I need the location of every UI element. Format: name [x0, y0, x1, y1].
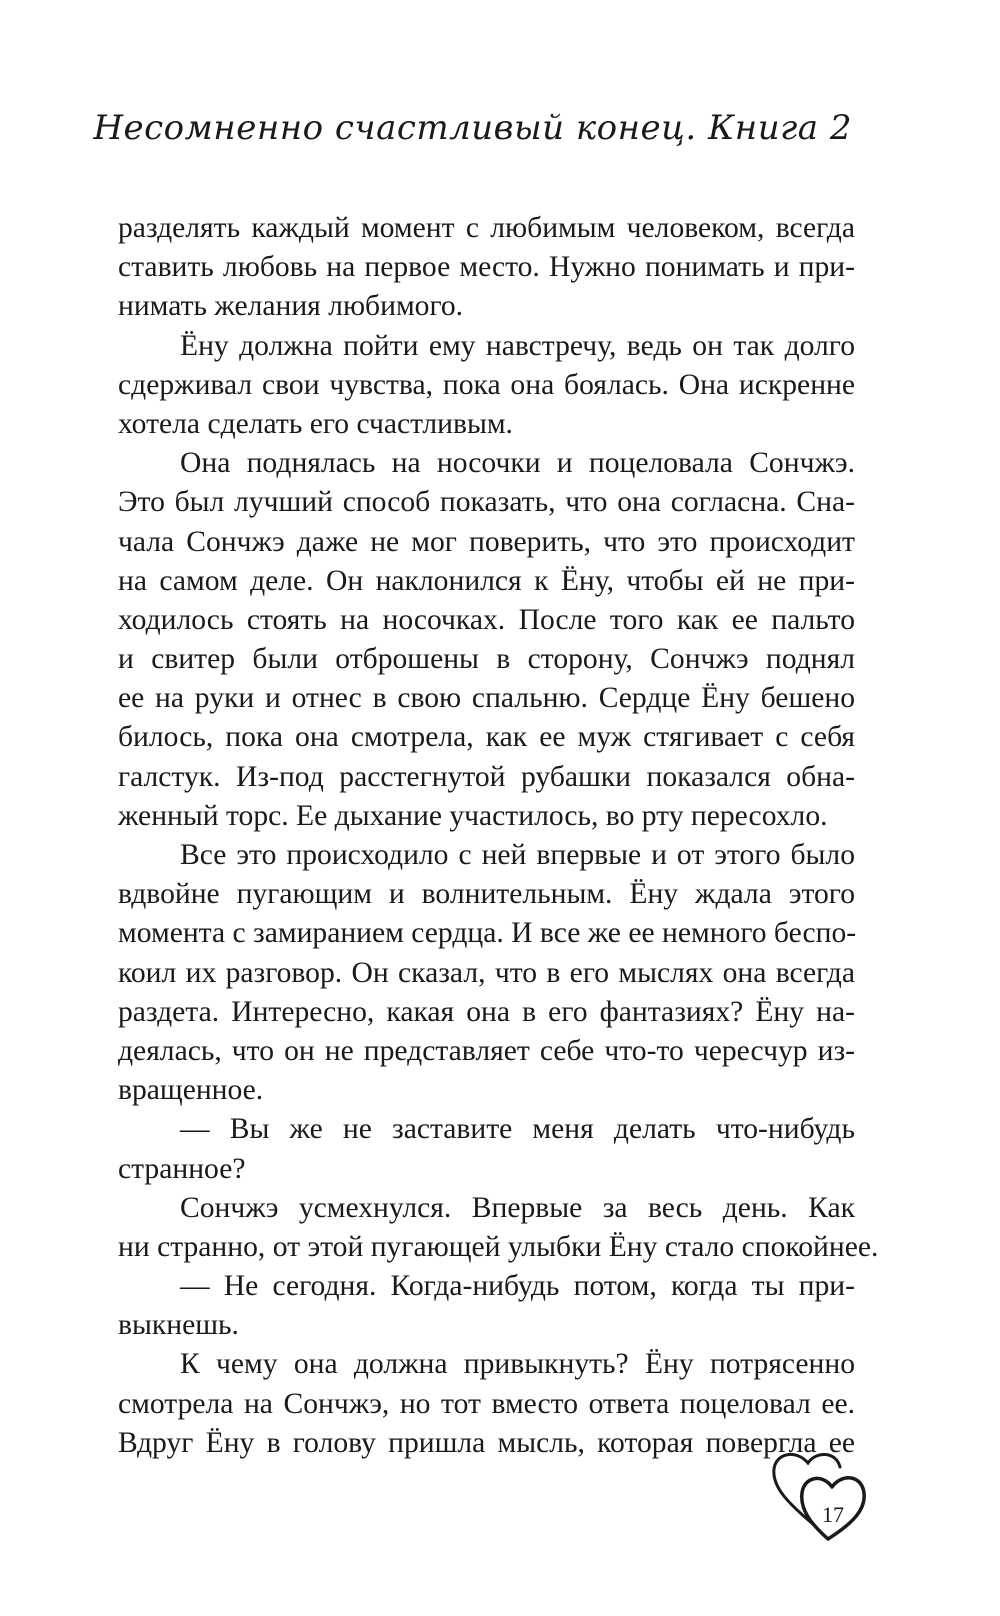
text-line: женный торс. Ее дыхание участилось, во рту пересохло. [118, 799, 828, 832]
text-line: ни странно, от этой пугающей улыбки Ёну стало спокойнее. [118, 1230, 879, 1263]
text-line: Все это происходило с ней впервые и от этого было [180, 839, 855, 871]
text-line: вдвойне пугающим и волнительным. Ёну ждала этого [118, 878, 855, 911]
text-line: чала Сончжэ даже не мог поверить, что это происходит [118, 525, 855, 558]
text-line: выкнешь. [118, 1309, 239, 1342]
text-line: Она поднялась на носочки и поцеловала Сончжэ. [180, 447, 855, 480]
text-line: ее на руки и отнес в свою спальню. Сердце Ёну бешено [118, 682, 855, 715]
text-line: раздета. Интересно, какая она в его фантазиях? Ёну на- [118, 995, 855, 1028]
text-line: разделять каждый момент с любимым человеком, всегда [118, 212, 855, 244]
text-line: ходилось стоять на носочках. После того как ее пальто [118, 603, 855, 636]
text-line: галстук. Из-под расстегнутой рубашки показался обна- [118, 760, 855, 793]
text-line: смотрела на Сончжэ, но тот вместо ответа поцеловал ее. [118, 1387, 855, 1420]
text-line: ставить любовь на первое место. Нужно понимать и при- [118, 251, 855, 284]
text-line: хотела сделать его счастливым. [118, 407, 513, 440]
text-line: Это был лучший способ показать, что она согласна. Сна- [118, 486, 855, 519]
text-line: деялась, что он не представляет себе что-то чересчур из- [118, 1034, 855, 1067]
text-line: Сончжэ усмехнулся. Впервые за весь день. Как [180, 1191, 855, 1224]
text-line: Вдруг Ёну в голову пришла мысль, которая повергла ее [118, 1426, 855, 1459]
text-line: — Вы же не заставите меня делать что-нибудь [180, 1113, 855, 1146]
text-line: сдерживал свои чувства, пока она боялась. Она искренне [118, 368, 855, 401]
text-line: нимать желания любимого. [118, 290, 464, 323]
text-line: момента с замиранием сердца. И все же ее немного беспо- [118, 917, 857, 950]
text-line: К чему она должна привыкнуть? Ёну потрясенно [180, 1348, 855, 1381]
text-line: Ёну должна пойти ему навстречу, ведь он так долго [180, 329, 855, 362]
body-text [118, 209, 879, 1463]
running-header: Несомненно счастливый конец. Книга 2 [93, 108, 852, 148]
text-line: — Не сегодня. Когда-нибудь потом, когда ты при- [180, 1270, 855, 1303]
text-line: на самом деле. Он наклонился к Ёну, чтобы ей не при- [118, 564, 855, 597]
page-number: 17 [822, 1502, 844, 1527]
text-line: коил их разговор. Он сказал, что в его мыслях она всегда [118, 956, 855, 989]
text-line: странное? [118, 1152, 246, 1185]
text-line: и свитер были отброшены в сторону, Сончжэ поднял [118, 643, 855, 676]
text-line: вращенное. [118, 1074, 264, 1107]
text-line: билось, пока она смотрела, как ее муж стягивает с себя [118, 721, 855, 754]
double-heart-icon [770, 1443, 880, 1543]
